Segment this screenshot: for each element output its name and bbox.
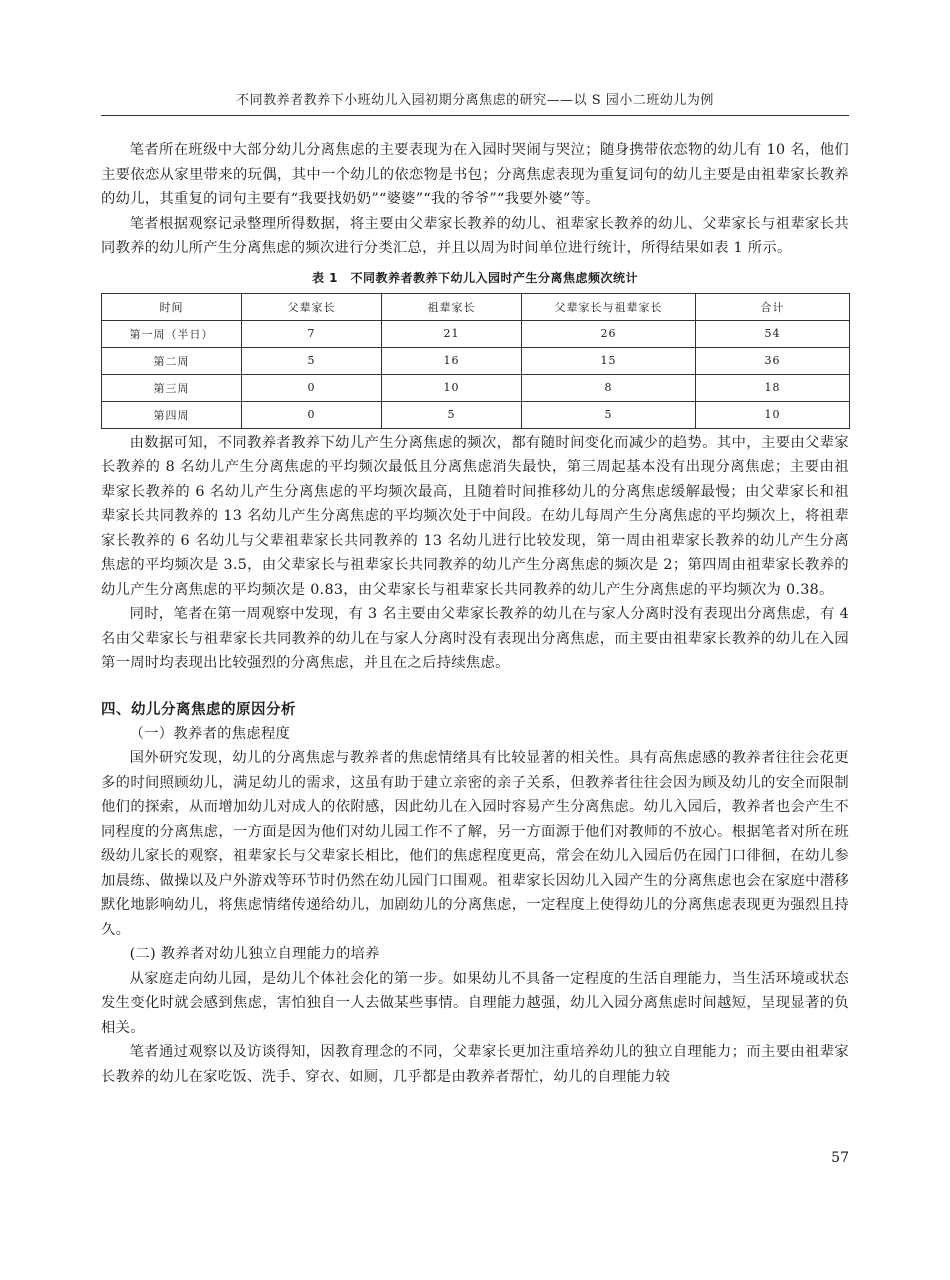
page-number: 57: [831, 1150, 849, 1166]
running-head: 不同教养者教养下小班幼儿入园初期分离焦虑的研究——以 S 园小二班幼儿为例: [236, 93, 714, 108]
table-cell: 54: [696, 320, 850, 347]
table-cell: 0: [242, 374, 382, 401]
table-row: [102, 401, 850, 428]
header-cell: 合计: [696, 293, 850, 320]
table-cell: 7: [242, 320, 382, 347]
table-cell: 第四周: [102, 401, 242, 428]
paragraph-1: 笔者所在班级中大部分幼儿分离焦虑的主要表现为在入园时哭闹与哭泣；随身携带依恋物的幼儿有 10 名，他们主要依恋从家里带来的玩偶，其中一个幼儿的依恋物是书包；分离焦虑表现为重复词句的幼儿主要是由祖辈家长教养的幼儿，其重复的词句主要有“我要找奶奶”“婆婆”“我的爷爷”“我要外婆”等。: [101, 142, 849, 207]
section-heading: 四、幼儿分离焦虑的原因分析: [101, 701, 296, 718]
frequency-table: [101, 293, 850, 429]
main-content: [101, 138, 849, 1089]
header-rule: [101, 115, 849, 116]
table-row: [102, 320, 850, 347]
table-cell: 10: [696, 401, 850, 428]
header-cell: 父辈家长: [242, 293, 382, 320]
header-cell: 时间: [102, 293, 242, 320]
paragraph-7: 笔者通过观察以及访谈得知，因教育理念的不同，父辈家长更加注重培养幼儿的独立自理能力；而主要由祖辈家长教养的幼儿在家吃饭、洗手、穿衣、如厕，几乎都是由教养者帮忙，幼儿的自理能力较: [101, 1044, 849, 1085]
table-cell: 第三周: [102, 374, 242, 401]
table-cell: 15: [522, 347, 696, 374]
table-cell: 第一周（半日）: [102, 320, 242, 347]
table-row: [102, 347, 850, 374]
paragraph-6: 从家庭走向幼儿园，是幼儿个体社会化的第一步。如果幼儿不具备一定程度的生活自理能力，当生活环境或状态发生变化时就会感到焦虑，害怕独自一人去做某些事情。自理能力越强，幼儿入园分离焦虑时间越短，呈现显著的负相关。: [101, 970, 849, 1036]
table-cell: 5: [522, 401, 696, 428]
table-cell: 5: [382, 401, 522, 428]
table-cell: 26: [522, 320, 696, 347]
table-cell: 0: [242, 401, 382, 428]
header-cell: 父辈家长与祖辈家长: [522, 293, 696, 320]
subsection-heading-2: (二) 教养者对幼儿独立自理能力的培养: [129, 946, 380, 962]
table-cell: 8: [522, 374, 696, 401]
table-cell: 10: [382, 374, 522, 401]
header-cell: 祖辈家长: [382, 293, 522, 320]
paragraph-4: 同时，笔者在第一周观察中发现，有 3 名主要由父辈家长教养的幼儿在与家人分离时没有表现出分离焦虑，有 4 名由父辈家长与祖辈家长共同教养的幼儿在与家人分离时没有表现出分离焦虑，而主要由祖辈家长教养的幼儿在入园第一周时均表现出比较强烈的分离焦虑，并且在之后持续焦虑。: [101, 606, 849, 671]
table-row: [102, 374, 850, 401]
table-cell: 第二周: [102, 347, 242, 374]
table-cell: 21: [382, 320, 522, 347]
table-cell: 16: [382, 347, 522, 374]
table-cell: 18: [696, 374, 850, 401]
paragraph-5: 国外研究发现，幼儿的分离焦虑与教养者的焦虑情绪具有比较显著的相关性。具有高焦虑感的教养者往往会花更多的时间照顾幼儿，满足幼儿的需求，这虽有助于建立亲密的亲子关系，但教养者往往会因为顾及幼儿的安全而限制他们的探索，从而增加幼儿对成人的依附感，因此幼儿在入园时容易产生分离焦虑。幼儿入园后，教养者也会产生不同程度的分离焦虑，一方面是因为他们对幼儿园工作不了解，另一方面源于他们对教师的不放心。根据笔者对所在班级幼儿家长的观察，祖辈家长与父辈家长相比，他们的焦虑程度更高，常会在幼儿入园后仍在园门口徘徊，在幼儿参加晨练、做操以及户外游戏等环节时仍然在幼儿园门口围观。祖辈家长因幼儿入园产生的分离焦虑也会在家庭中潜移默化地影响幼儿，将焦虑情绪传递给幼儿，加剧幼儿的分离焦虑，一定程度上使得幼儿的分离焦虑表现更为强烈且持久。: [101, 750, 849, 938]
table-cell: 5: [242, 347, 382, 374]
subsection-heading-1: （一）教养者的焦虑程度: [129, 725, 291, 742]
table-caption: 表 1 不同教养者教养下幼儿入园时产生分离焦虑频次统计: [311, 270, 639, 285]
paragraph-3: 由数据可知，不同教养者教养下幼儿产生分离焦虑的频次，都有随时间变化而减少的趋势。其中，主要由父辈家长教养的 8 名幼儿产生分离焦虑的平均频次最低且分离焦虑消失最快，第三周起基本没有出现分离焦虑；主要由祖辈家长教养的 6 名幼儿产生分离焦虑的平均频次最高，且随着时间推移幼儿的分离焦虑缓解最慢；由父辈家长和祖辈家长共同教养的 13 名幼儿产生分离焦虑的平均频次处于中间段。在幼儿每周产生分离焦虑的平均频次上，将祖辈家长教养的 6 名幼儿与父辈祖辈家长共同教养的 13 名幼儿进行比较发现，第一周由祖辈家长教养的幼儿产生分离焦虑的平均频次是 3.5，由父辈家长与祖辈家长共同教养的幼儿产生分离焦虑的频次是 2；第四周由祖辈家长教养的幼儿产生分离焦虑的平均频次是 0.83，由父辈家长与祖辈家长共同教养的幼儿产生分离焦虑的平均频次为 0.38。: [101, 434, 849, 598]
table-cell: 36: [696, 347, 850, 374]
table-header-row: [102, 293, 850, 320]
paragraph-2: 笔者根据观察记录整理所得数据，将主要由父辈家长教养的幼儿、祖辈家长教养的幼儿、父辈家长与祖辈家长共同教养的幼儿所产生分离焦虑的频次进行分类汇总，并且以周为时间单位进行统计，所得结果如表 1 所示。: [101, 215, 849, 256]
